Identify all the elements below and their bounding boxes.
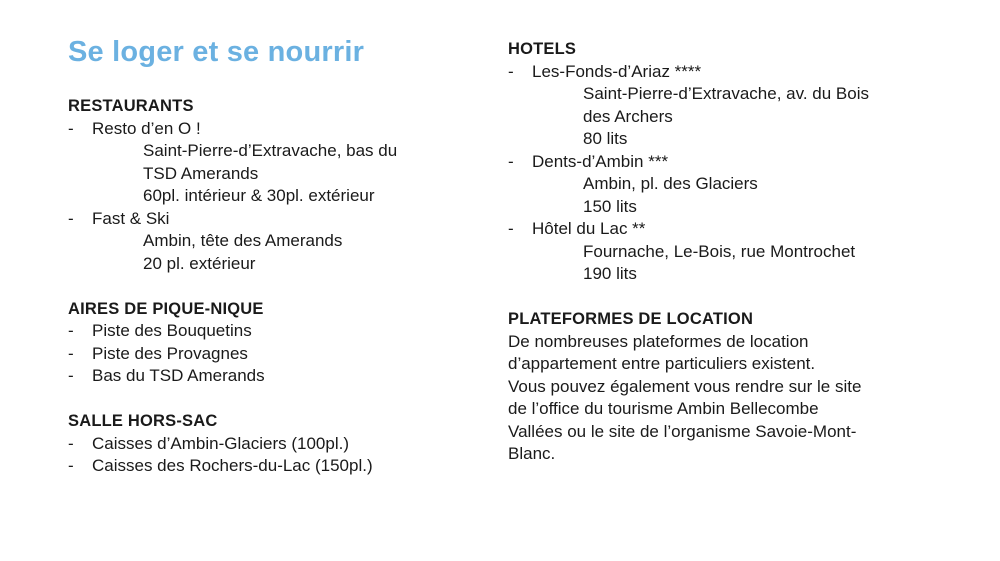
- hotel-detail: 150 lits: [583, 196, 637, 216]
- restaurant-detail: Ambin, tête des Amerands: [143, 231, 343, 250]
- hotel-detail: des Archers: [583, 106, 673, 126]
- hotels-heading: HOTELS: [508, 40, 577, 58]
- location-text-line: Vous pouvez également vous rendre sur le site: [508, 376, 862, 396]
- hotel-detail: Ambin, pl. des Glaciers: [583, 174, 758, 193]
- restaurant-item: [68, 118, 488, 141]
- restaurant-name: Resto d’en O !: [92, 118, 201, 138]
- hotels-section: [508, 38, 948, 286]
- salle-item: [68, 433, 488, 456]
- dash: -: [68, 343, 74, 363]
- salle-name: Caisses des Rochers-du-Lac (150pl.): [92, 456, 373, 475]
- picnic-name: Piste des Bouquetins: [92, 321, 252, 340]
- hotel-name: Hôtel du Lac **: [532, 219, 646, 238]
- dash: -: [68, 456, 74, 475]
- hotel-detail: Saint-Pierre-d’Extravache, av. du Bois: [583, 84, 869, 103]
- picnic-item: [68, 365, 488, 388]
- location-text-line: Blanc.: [508, 444, 556, 463]
- restaurants-section: [68, 95, 488, 275]
- picnic-heading: AIRES DE PIQUE-NIQUE: [68, 299, 264, 318]
- page-title: Se loger et se nourrir: [68, 36, 365, 68]
- hotel-detail: Fournache, Le-Bois, rue Montrochet: [583, 241, 856, 261]
- dash: -: [68, 321, 74, 340]
- hotel-name: Les-Fonds-d’Ariaz ****: [532, 61, 702, 81]
- hotel-detail: 190 lits: [583, 264, 637, 283]
- left-column: [68, 95, 488, 478]
- picnic-name: Bas du TSD Amerands: [92, 366, 265, 385]
- hotel-item: [508, 218, 948, 241]
- restaurant-detail: Saint-Pierre-d’Extravache, bas du: [143, 141, 398, 160]
- dash: -: [68, 208, 74, 228]
- location-text-line: De nombreuses plateformes de location: [508, 331, 809, 351]
- picnic-item: [68, 320, 488, 343]
- location-text-line: d’appartement entre particuliers existent.: [508, 354, 816, 373]
- location-section: [508, 308, 948, 466]
- salle-heading: SALLE HORS-SAC: [68, 412, 218, 430]
- restaurants-heading: RESTAURANTS: [68, 97, 194, 115]
- hotel-detail: 80 lits: [583, 129, 628, 148]
- picnic-name: Piste des Provagnes: [92, 343, 248, 363]
- dash: -: [68, 118, 74, 138]
- dash: -: [508, 219, 514, 238]
- dash: -: [508, 61, 514, 81]
- hotel-item: [508, 61, 948, 84]
- dash: -: [508, 151, 514, 171]
- restaurant-detail: 60pl. intérieur & 30pl. extérieur: [143, 186, 375, 205]
- dash: -: [68, 366, 74, 385]
- salle-item: [68, 455, 488, 478]
- restaurant-item: [68, 208, 488, 231]
- right-column: [508, 38, 948, 466]
- restaurant-detail: 20 pl. extérieur: [143, 253, 256, 273]
- hotel-name: Dents-d’Ambin ***: [532, 151, 669, 171]
- picnic-section: [68, 298, 488, 388]
- location-text-line: de l’office du tourisme Ambin Bellecombe: [508, 399, 819, 418]
- restaurant-detail: TSD Amerands: [143, 163, 259, 183]
- salle-name: Caisses d’Ambin-Glaciers (100pl.): [92, 433, 349, 453]
- location-heading: PLATEFORMES DE LOCATION: [508, 310, 754, 328]
- restaurant-name: Fast & Ski: [92, 208, 170, 228]
- location-text-line: Vallées ou le site de l’organisme Savoie-Mont-: [508, 421, 857, 441]
- dash: -: [68, 433, 74, 453]
- hotel-item: [508, 151, 948, 174]
- picnic-item: [68, 343, 488, 366]
- salle-section: [68, 410, 488, 478]
